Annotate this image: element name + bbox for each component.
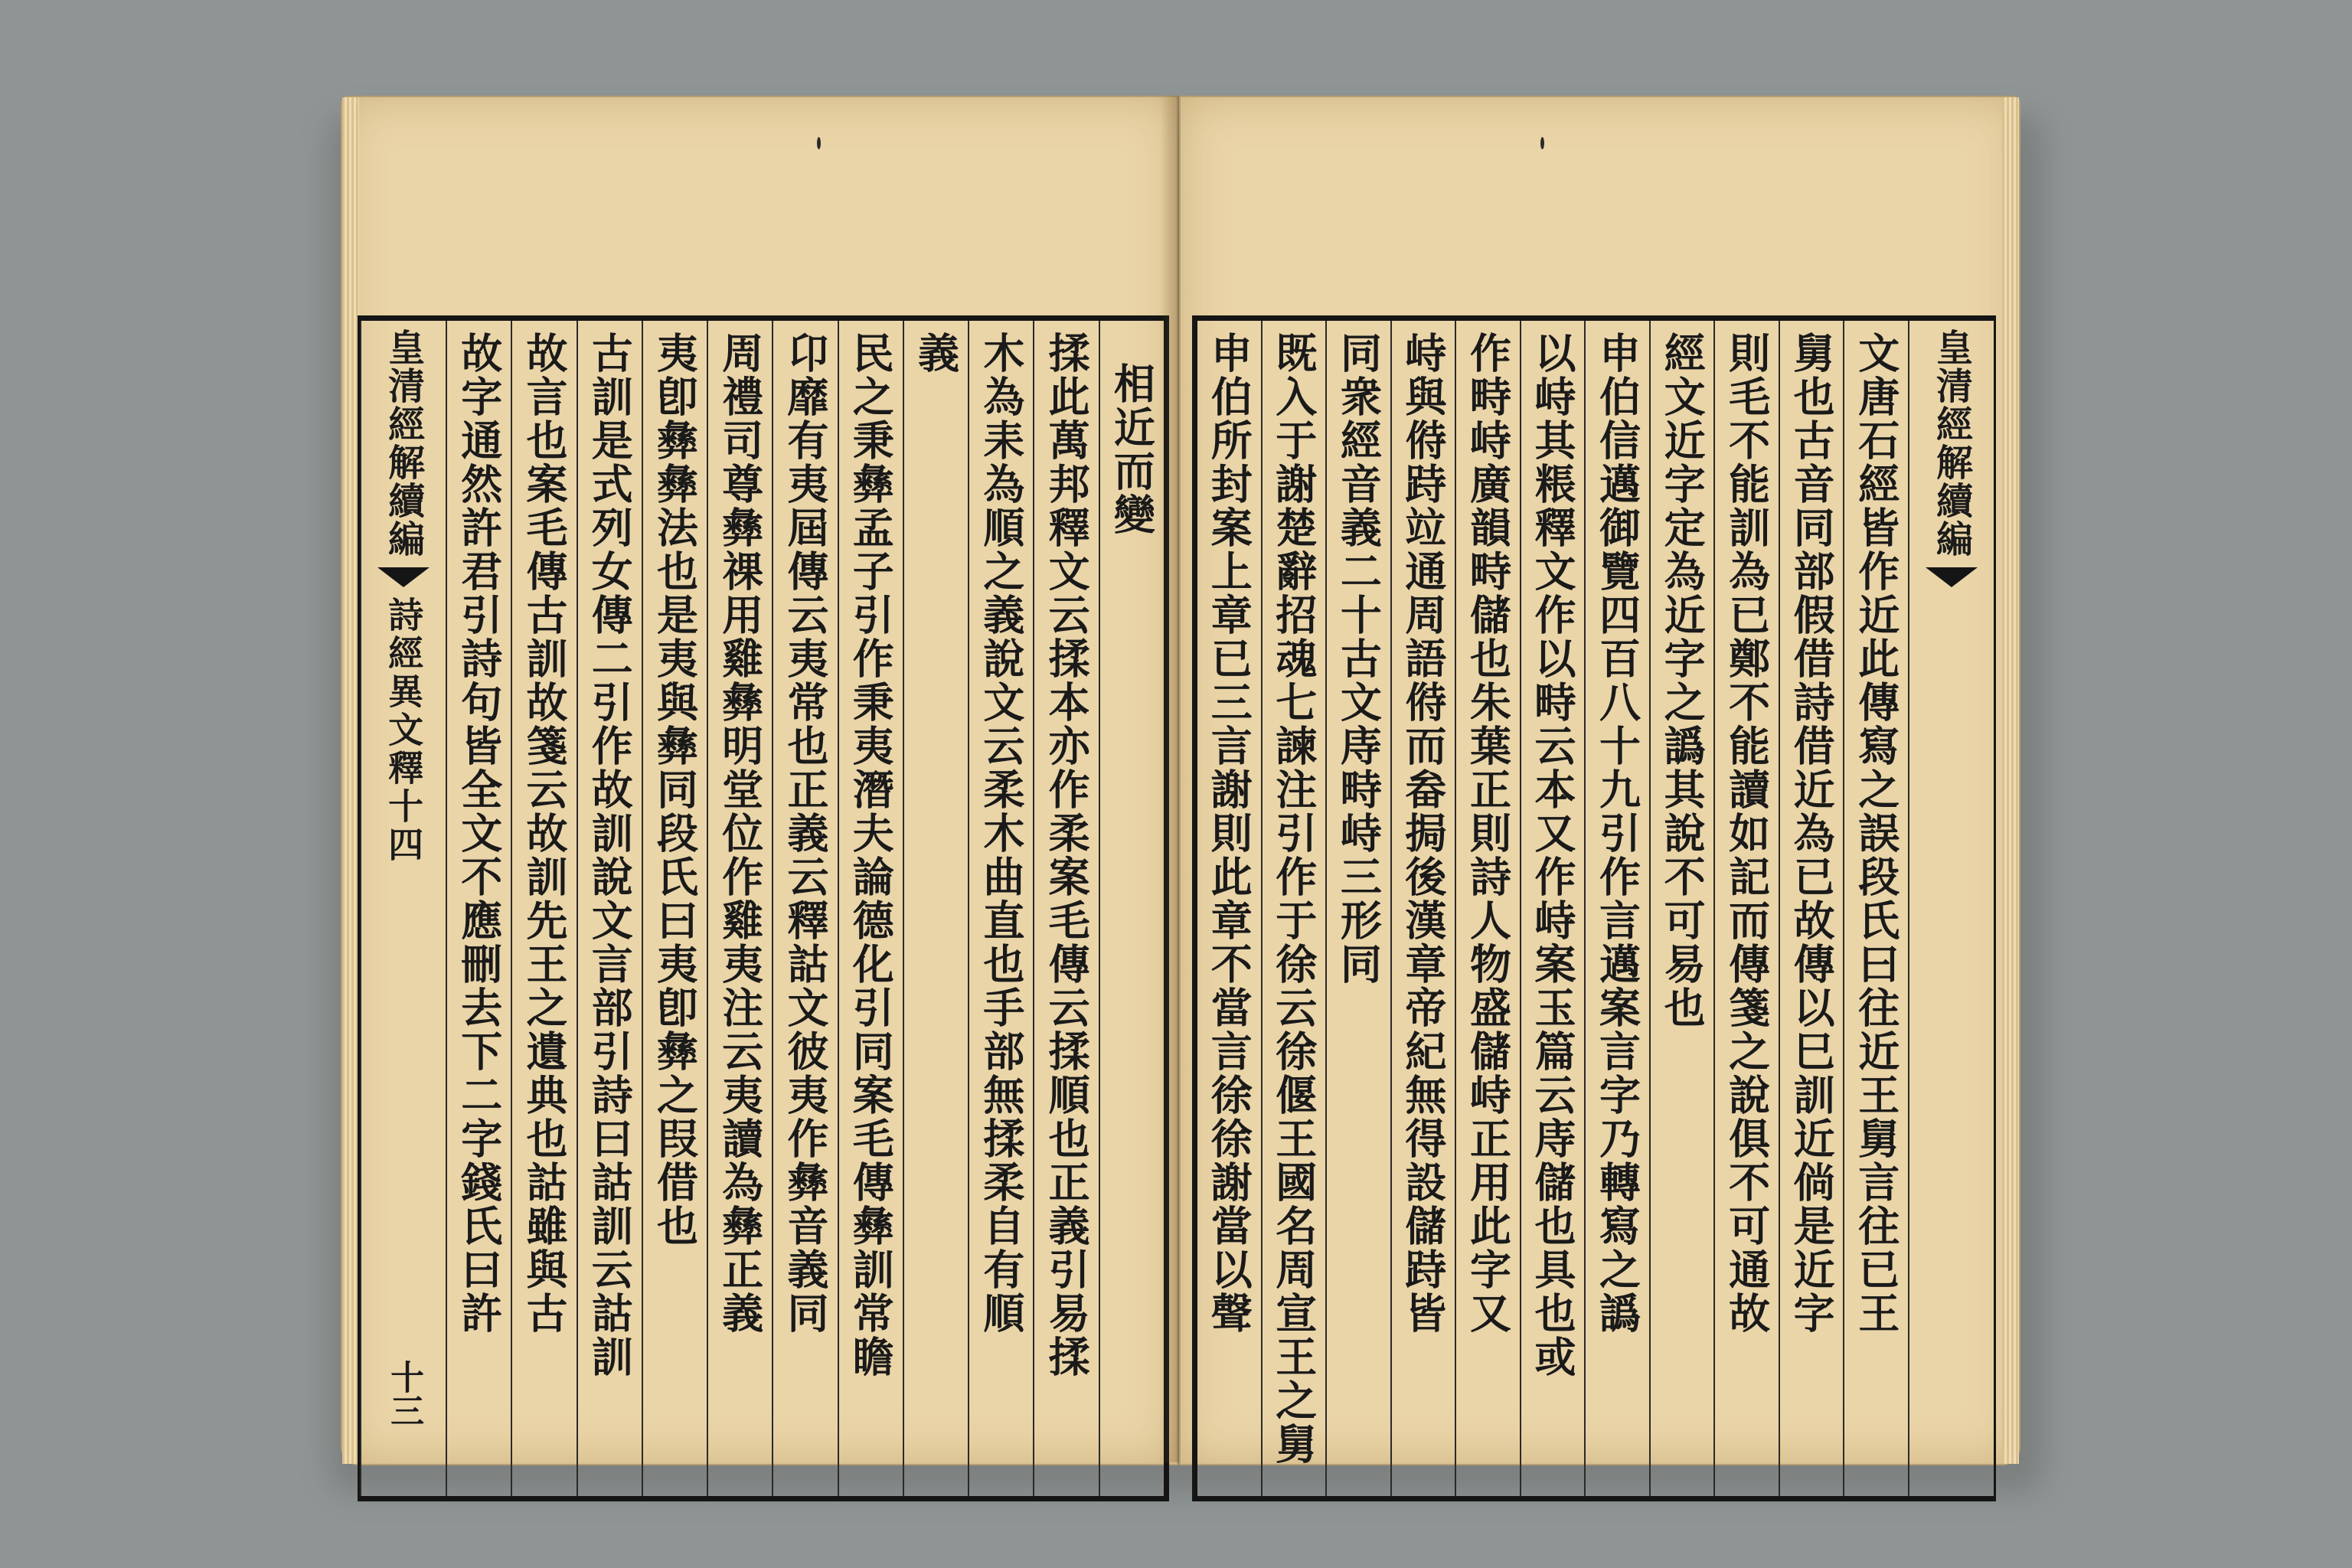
column-text: 故字通然許君引詩句皆全文不應刪去下二字錢氏曰許	[454, 332, 504, 1335]
column-text: 以峙其粻釋文作以畤云本又作峙案玉篇云庤儲也具也或	[1527, 332, 1577, 1379]
ink-speck	[817, 137, 821, 149]
text-column	[838, 321, 903, 1496]
folio-number: 十三	[384, 1360, 424, 1427]
text-column	[1713, 321, 1779, 1496]
text-column	[1390, 321, 1455, 1496]
text-column	[511, 321, 576, 1496]
column-text: 申伯所封案上章已三言謝則此章不當言徐徐謝當以聲	[1204, 332, 1254, 1335]
page-edge	[342, 97, 359, 1464]
page-edge	[2002, 97, 2019, 1464]
fishtail-mark	[377, 567, 430, 587]
column-text: 舅也古音同部假借詩借近為已故傳以巳訓近倘是近字	[1787, 332, 1837, 1335]
banxin-center-column	[360, 321, 446, 1496]
text-column	[577, 321, 642, 1496]
right-page	[1179, 96, 2020, 1465]
left-page-frame	[358, 315, 1169, 1501]
fishtail-mark	[1926, 567, 1978, 587]
text-column	[1843, 321, 1908, 1496]
text-column	[772, 321, 837, 1496]
text-column	[903, 321, 968, 1496]
text-column	[707, 321, 772, 1496]
text-column	[1779, 321, 1844, 1496]
column-text: 夷卽彝彝法也是夷與彝同段氏曰夷卽彝之叚借也	[650, 332, 700, 1248]
text-column	[446, 321, 511, 1496]
left-text-columns	[360, 321, 1164, 1496]
series-title: 皇清經解續編	[1929, 328, 1973, 558]
text-column	[1584, 321, 1649, 1496]
text-column	[1649, 321, 1714, 1496]
series-title: 皇清經解續編	[381, 328, 425, 558]
column-text: 卬靡有夷屆傳云夷常也正義云釋詁文彼夷作彝音義同	[781, 332, 831, 1335]
ink-speck	[1540, 137, 1544, 149]
text-column	[1033, 321, 1098, 1496]
text-column	[1325, 321, 1390, 1496]
column-text: 義	[911, 332, 961, 375]
text-column	[1520, 321, 1585, 1496]
column-text: 經文近字定為近字之譌其說不可易也	[1658, 332, 1707, 1030]
column-text: 相近而變	[1107, 362, 1157, 537]
text-column	[1099, 321, 1164, 1496]
chapter-label: 詩經異文釋十四	[383, 596, 425, 864]
column-text: 既入于謝楚辭招魂七諫注引作于徐云徐偃王國名周宣王之舅	[1269, 332, 1318, 1466]
right-page-frame	[1192, 315, 1996, 1501]
column-text: 故言也案毛傳古訓故箋云故訓先王之遺典也詁雖與古	[519, 332, 569, 1335]
column-text: 文唐石經皆作近此傳寫之誤段氏曰往近王舅言往已王	[1851, 332, 1901, 1335]
column-text: 同衆經音義二十古文庤畤峙三形同	[1334, 332, 1383, 986]
column-text: 作畤峙廣韻畤儲也朱葉正則詩人物盛儲峙正用此字又	[1463, 332, 1513, 1335]
column-text: 民之秉彝孟子引作秉夷潛夫論德化引同案毛傳彝訓常瞻	[846, 332, 896, 1379]
column-text: 木為耒為順之義說文云柔木曲直也手部無揉柔自有順	[976, 332, 1026, 1335]
text-column	[1261, 321, 1326, 1496]
text-column	[968, 321, 1033, 1496]
column-text: 申伯信邁御覽四百八十九引作言邁案言字乃轉寫之譌	[1592, 332, 1642, 1335]
column-text: 揉此萬邦釋文云揉本亦作柔案毛傳云揉順也正義引易揉	[1042, 332, 1092, 1379]
banxin-center-column	[1908, 321, 1994, 1496]
column-text: 峙與偫跱竝通周語偫而畚挶後漢章帝紀無得設儲跱皆	[1398, 332, 1448, 1335]
column-text: 則毛不能訓為已鄭不能讀如記而傳箋之說俱不可通故	[1722, 332, 1772, 1335]
left-page	[341, 96, 1178, 1465]
text-column	[1197, 321, 1261, 1496]
column-text: 古訓是式列女傳二引作故訓說文言部引詩曰詁訓云詁訓	[585, 332, 635, 1379]
column-text: 周禮司尊彝祼用雞彝明堂位作雞夷注云夷讀為彝正義	[715, 332, 765, 1335]
text-column	[642, 321, 707, 1496]
right-text-columns	[1197, 321, 1994, 1496]
text-column	[1455, 321, 1520, 1496]
